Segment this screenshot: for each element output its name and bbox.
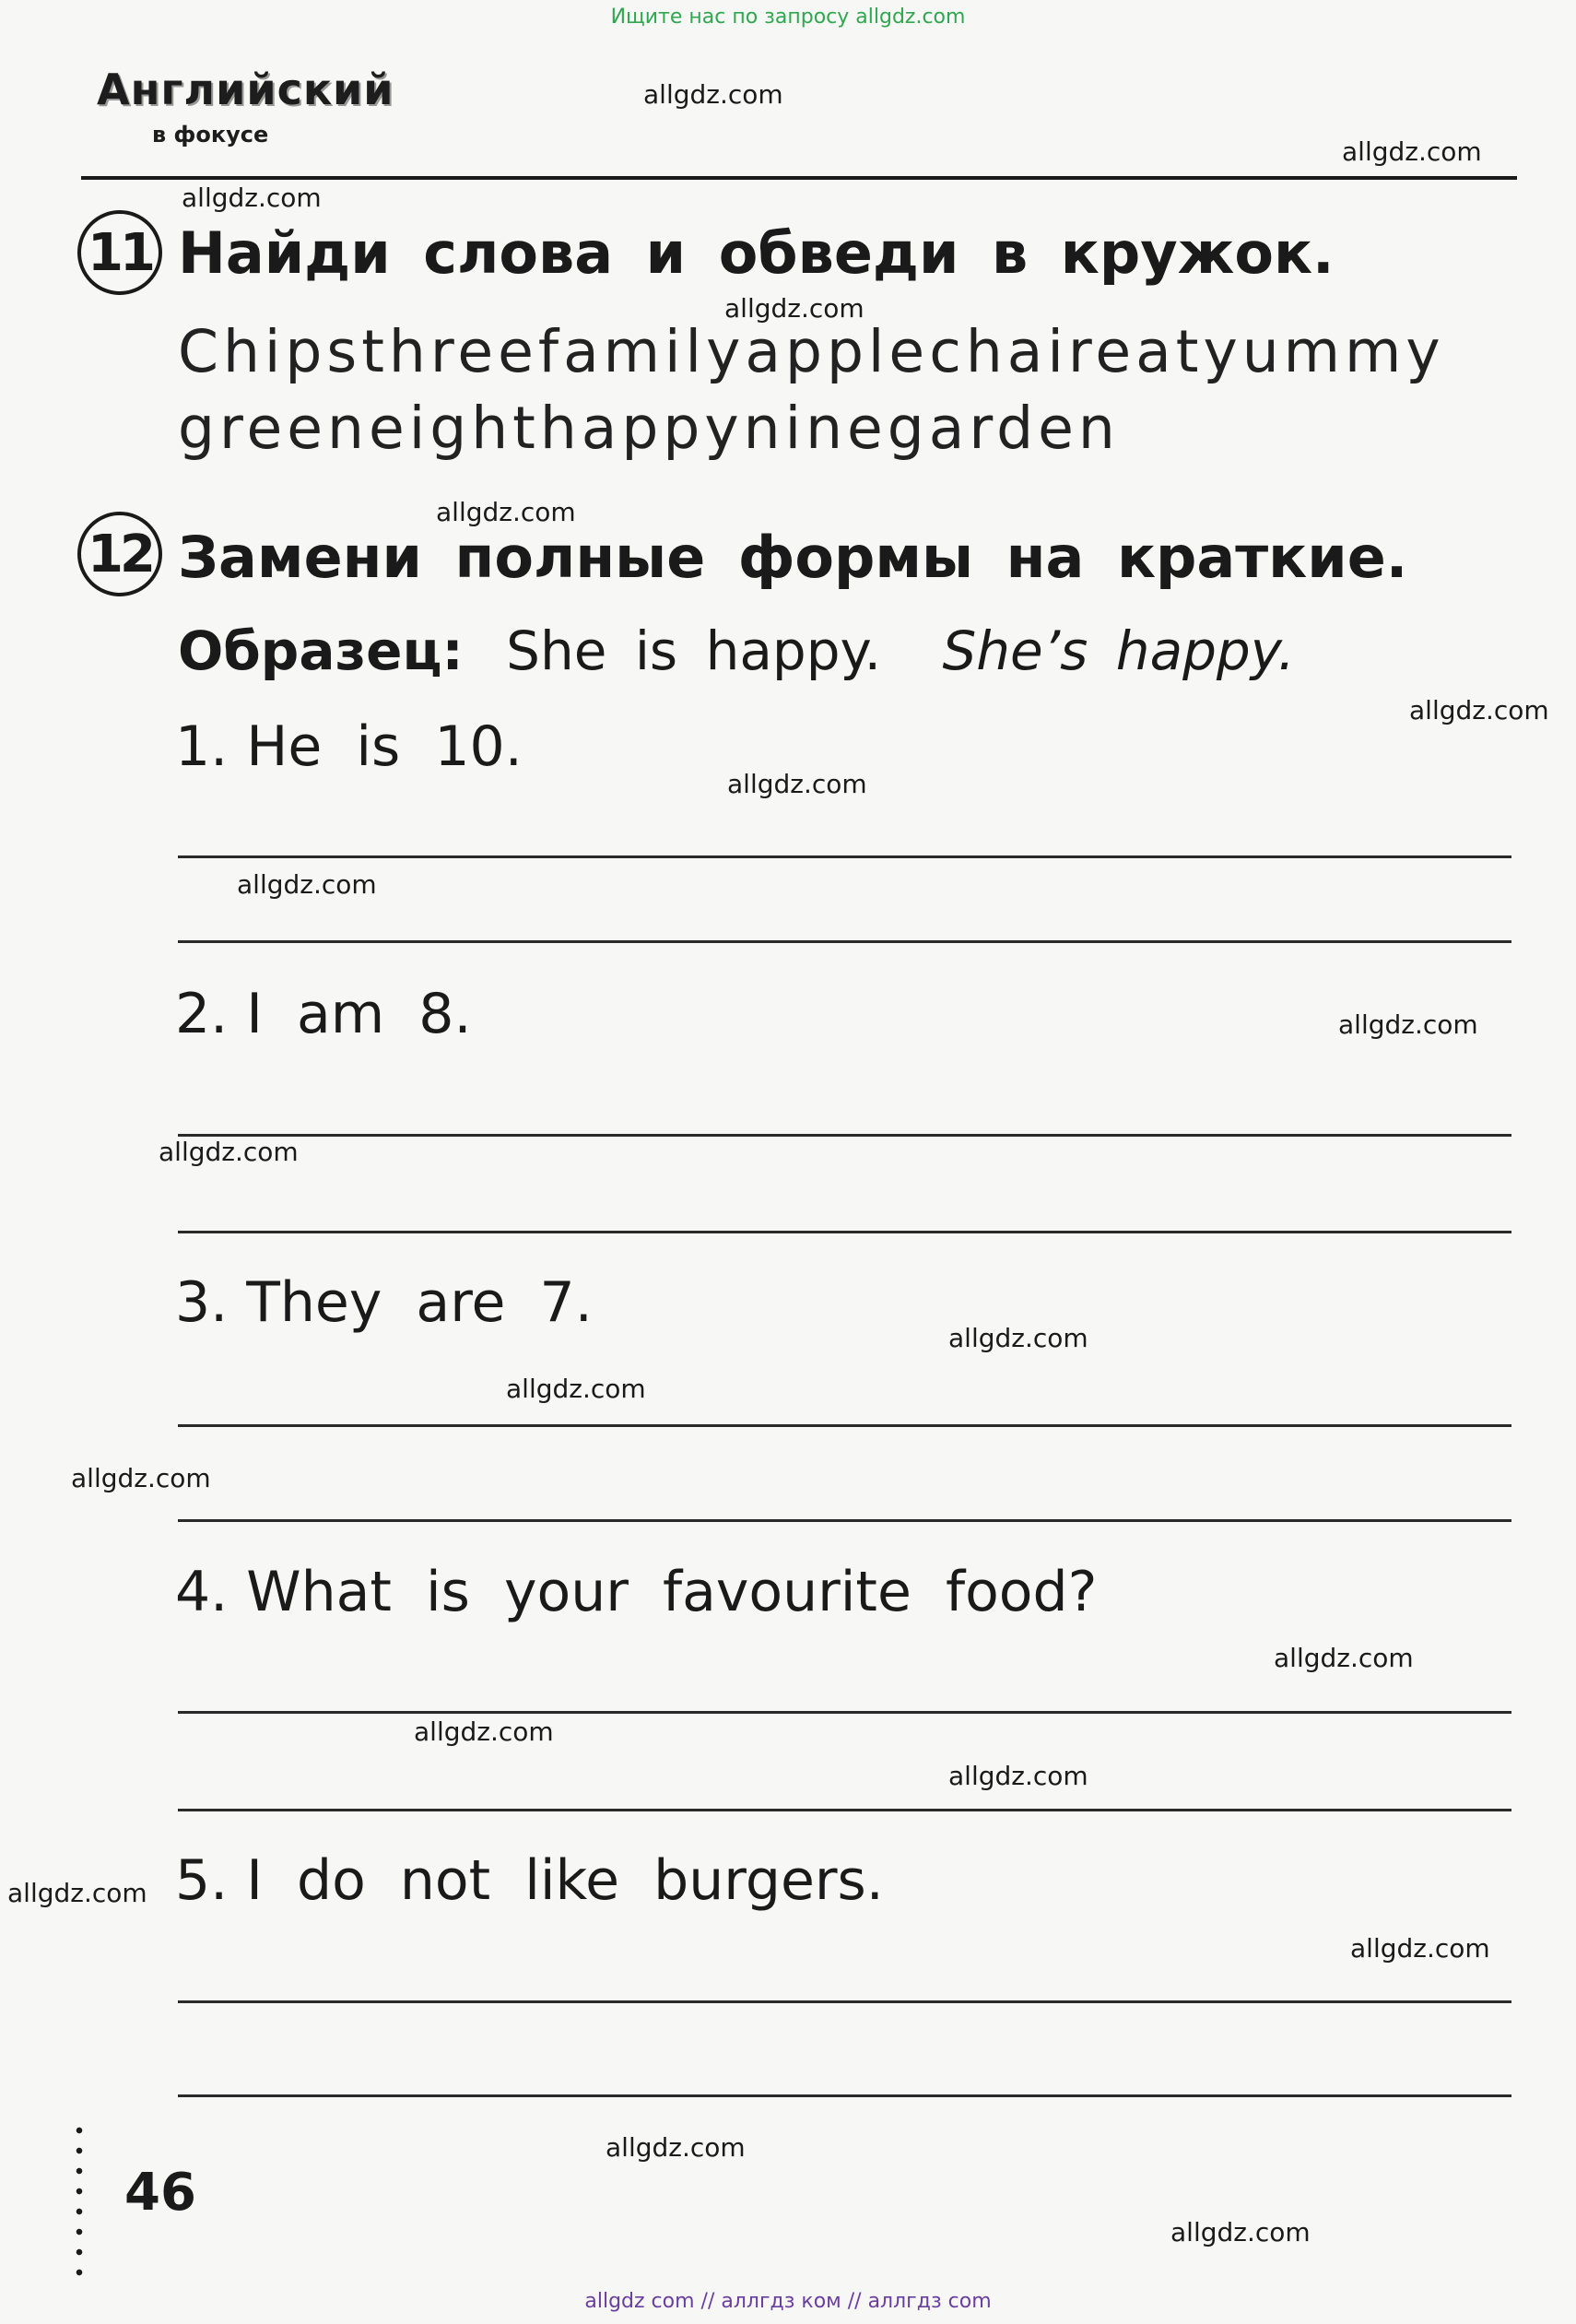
watermark: allgdz.com <box>71 1463 211 1493</box>
watermark: allgdz.com <box>7 1878 147 1908</box>
answer-line[interactable] <box>178 2094 1511 2097</box>
answer-line[interactable] <box>178 1711 1511 1714</box>
item-text: I do not like burgers. <box>246 1848 884 1913</box>
answer-line[interactable] <box>178 855 1511 858</box>
item-number: 3. <box>175 1270 229 1335</box>
watermark: allgdz.com <box>1338 1009 1478 1040</box>
header-divider <box>81 176 1517 180</box>
watermark: allgdz.com <box>506 1374 646 1404</box>
task-11-number: 11 <box>77 210 162 295</box>
exercise-item <box>175 1848 884 1913</box>
watermark: allgdz.com <box>727 769 867 799</box>
answer-line[interactable] <box>178 1231 1511 1233</box>
logo-subtitle: в фокусе <box>152 122 269 147</box>
watermark: allgdz.com <box>1409 695 1549 726</box>
answer-line[interactable] <box>178 1134 1511 1137</box>
watermark: allgdz.com <box>414 1716 554 1747</box>
watermark: allgdz.com <box>182 183 322 213</box>
task-12-title: Замени полные формы на краткие. <box>178 524 1408 591</box>
margin-dots <box>76 2120 83 2286</box>
watermark: allgdz.com <box>159 1137 299 1167</box>
sample-answer: She’s happy. <box>942 619 1295 682</box>
item-text: What is your favourite food? <box>246 1560 1098 1624</box>
watermark: allgdz.com <box>643 79 783 110</box>
sample-line <box>178 619 1295 682</box>
logo-title: Английский <box>97 65 394 114</box>
sample-example: She is happy. <box>506 619 882 682</box>
item-number: 4. <box>175 1560 229 1624</box>
watermark: allgdz.com <box>948 1761 1088 1791</box>
page-number: 46 <box>124 2163 196 2223</box>
item-text: He is 10. <box>246 714 523 779</box>
answer-line[interactable] <box>178 940 1511 943</box>
item-number: 2. <box>175 982 229 1046</box>
item-text: They are 7. <box>246 1270 593 1335</box>
sample-label: Образец: <box>178 619 464 682</box>
watermark: allgdz.com <box>1274 1643 1414 1673</box>
watermark: allgdz.com <box>1350 1933 1490 1964</box>
top-banner[interactable]: Ищите нас по запросу allgdz.com <box>610 6 966 29</box>
answer-line[interactable] <box>178 2000 1511 2003</box>
answer-line[interactable] <box>178 1809 1511 1811</box>
exercise-item <box>175 982 472 1046</box>
letter-chain-line-1: Chipsthreefamilyapplechaireatyummy <box>178 318 1445 385</box>
answer-line[interactable] <box>178 1519 1511 1522</box>
watermark: allgdz.com <box>1170 2217 1311 2247</box>
watermark: allgdz.com <box>1342 136 1482 167</box>
exercise-item <box>175 1270 593 1335</box>
watermark: allgdz.com <box>237 869 377 900</box>
bottom-banner[interactable]: allgdz com // аллгдз ком // аллгдз com <box>584 2290 992 2313</box>
watermark: allgdz.com <box>948 1323 1088 1353</box>
task-11-title: Найди слова и обведи в кружок. <box>178 219 1335 287</box>
exercise-item <box>175 714 523 779</box>
watermark: allgdz.com <box>436 497 576 527</box>
answer-line[interactable] <box>178 1424 1511 1427</box>
book-logo <box>97 65 394 166</box>
task-12-number: 12 <box>77 512 162 596</box>
watermark: allgdz.com <box>606 2132 746 2163</box>
item-number: 5. <box>175 1848 229 1913</box>
item-number: 1. <box>175 714 229 779</box>
watermark: allgdz.com <box>724 293 864 324</box>
item-text: I am 8. <box>246 982 472 1046</box>
letter-chain-line-2: greeneighthappyninegarden <box>178 395 1120 462</box>
exercise-item <box>175 1560 1097 1624</box>
